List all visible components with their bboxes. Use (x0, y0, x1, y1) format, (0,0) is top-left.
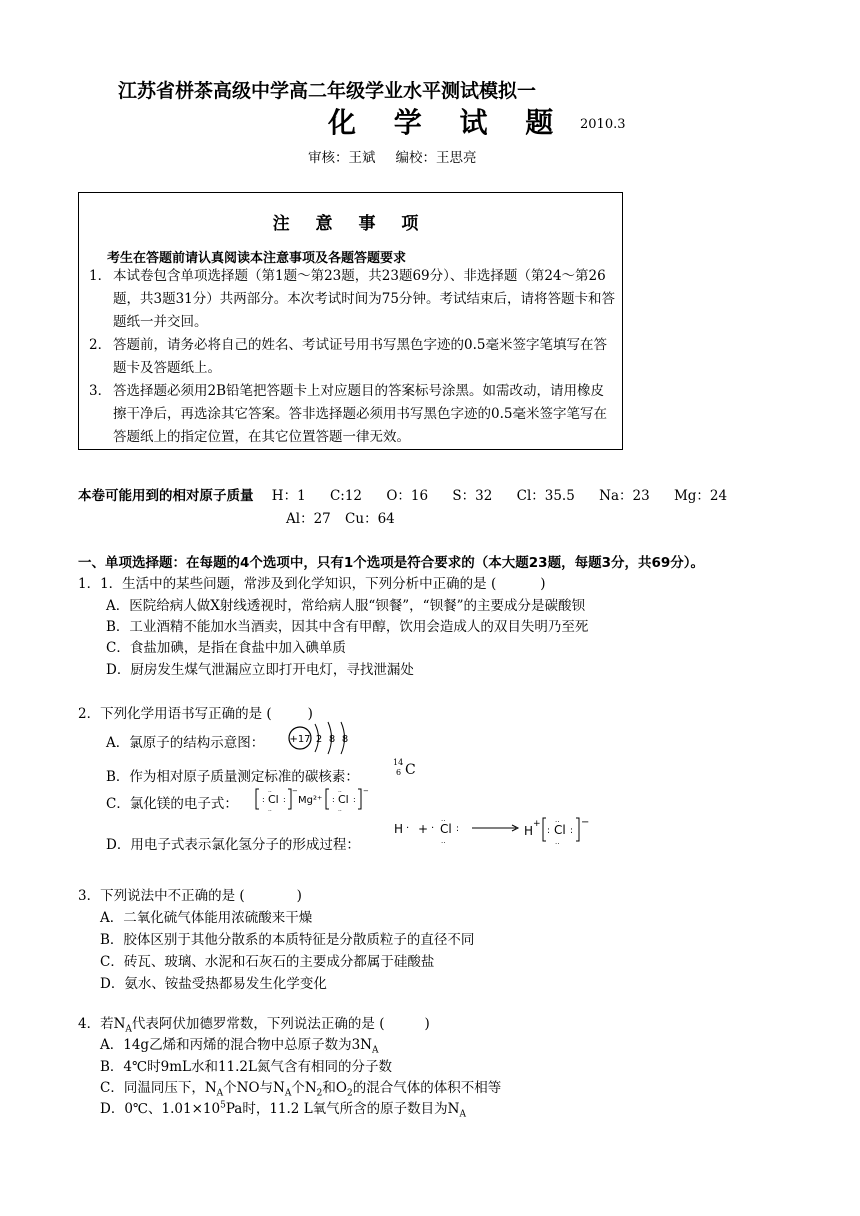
charge-minus: − (292, 787, 298, 795)
paren-close: ) (307, 706, 313, 722)
magnesium-ion: Mg²⁺ (298, 795, 323, 806)
notice-item-3 (89, 380, 617, 449)
subscript: A (284, 1088, 292, 1099)
magnesium-chloride-electron-formula (255, 785, 380, 813)
bracket (326, 789, 329, 809)
question-stem-text: 1．1．生活中的某些问题，常涉及到化学知识，下列分析中正确的是 ( (78, 576, 497, 592)
atomic-mass: O：16 (386, 488, 429, 504)
chlorine-atom-structure-diagram (286, 718, 354, 756)
charge-minus: − (581, 817, 590, 828)
question-1-option-b: B．工业酒精不能加水当酒卖，因其中含有甲醇，饮用会造成人的双目失明乃至死 (106, 619, 589, 635)
notice-item-2 (89, 334, 617, 380)
atomic-mass: C:12 (329, 488, 363, 504)
electron-dot: · (431, 823, 435, 834)
atomic-mass: Cl：35.5 (516, 488, 575, 504)
option-text: 和O (322, 1080, 347, 1096)
option-text: D．0℃、1.01×10 (100, 1101, 221, 1117)
bracket (288, 789, 291, 809)
question-4-option-d (100, 1097, 466, 1120)
option-text: 的混合气体的体积不相等 (352, 1080, 502, 1096)
subscript: A (459, 1109, 466, 1120)
atomic-masses-line-1 (78, 484, 747, 504)
paren-close: ) (296, 888, 302, 904)
subscript: 2 (346, 1088, 353, 1099)
question-4-option-b: B．4℃时9mL水和11.2L氮气含有相同的分子数 (100, 1059, 392, 1075)
plus-sign: + (418, 822, 429, 836)
atomic-mass: Al：27 (286, 511, 331, 527)
bracket (358, 789, 361, 809)
notice-subtitle: 考生在答题前请认真阅读本注意事项及各题答题要求 (107, 251, 407, 266)
question-3-option-d: D．氨水、铵盐受热都易发生化学变化 (100, 976, 327, 992)
atomic-mass: Mg：24 (673, 488, 728, 504)
question-3-option-a: A．二氧化硫气体能用浓硫酸来干燥 (100, 910, 313, 926)
notice-item-text: 答选择题必须用2B铅笔把答题卡上对应题目的答案标号涂黑。如需改动，请用橡皮擦干净后，再选涂其它答案。答非选择题必须用书写黑色字迹的0.5毫米签字笔写在答题纸上的指定位置，在其它位置答题一律无效。 (113, 383, 607, 445)
electron-pair: : (283, 795, 286, 804)
electron-pair: : (456, 824, 460, 834)
electron-pair: .. (268, 787, 272, 794)
electron-pair: : (353, 795, 356, 804)
electron-pair: .. (441, 815, 446, 823)
chlorine-symbol: Cl (338, 793, 349, 806)
isotope-mass-number: 14 (393, 758, 404, 767)
question-1-option-d: D．厨房发生煤气泄漏应立即打开电灯，寻找泄漏处 (106, 662, 414, 678)
paren-close: ) (424, 1016, 430, 1032)
shell-electron-count: 8 (341, 734, 349, 745)
question-2-option-d: D．用电子式表示氯化氢分子的形成过程： (106, 837, 360, 853)
question-stem-text: 3．下列说法中不正确的是 ( (78, 888, 245, 904)
question-4-option-c (100, 1076, 501, 1099)
atomic-mass: Cu：64 (345, 511, 395, 527)
option-text: C．同温同压下，N (100, 1080, 217, 1096)
electron-pair: : (262, 795, 265, 804)
nucleus-charge: +17 (289, 734, 311, 745)
chlorine-symbol: Cl (554, 823, 566, 837)
question-stem-text: 4．若N (78, 1016, 126, 1032)
subscript: 2 (316, 1088, 323, 1099)
electron-pair: .. (268, 806, 272, 813)
bracket (543, 818, 546, 841)
section-heading: 一、单项选择题：在每题的4个选项中，只有1个选项是符合要求的（本大题23题，每题3分，共69分）。 (78, 555, 705, 571)
bracket (576, 818, 579, 841)
subscript: A (371, 1045, 379, 1056)
notice-item-number: 1． (89, 268, 112, 284)
hydrogen-ion: H (524, 824, 534, 838)
notice-item-number: 2． (89, 337, 112, 353)
option-text: Pa时，11.2 L氧气所含的原子数目为N (225, 1101, 460, 1117)
question-stem-text: 代表阿伏加德罗常数，下列说法正确的是 ( (131, 1016, 385, 1032)
electron-pair: : (570, 826, 574, 836)
exam-date: 2010.3 (580, 117, 626, 132)
question-2-option-a: A．氯原子的结构示意图： (106, 735, 265, 751)
charge-plus: + (533, 819, 541, 829)
atomic-mass: S：32 (452, 488, 493, 504)
atomic-masses-line-2 (286, 507, 405, 527)
charge-minus: − (363, 787, 369, 795)
question-2-stem (78, 702, 313, 722)
reviewer-line (308, 146, 477, 166)
electron-pair: .. (441, 837, 446, 845)
notice-item-number: 3． (89, 383, 112, 399)
carbon-isotope-notation (393, 758, 423, 782)
question-2-option-b: B．作为相对原子质量测定标准的碳核素： (106, 769, 359, 785)
option-text: 个NO与N (223, 1080, 285, 1096)
question-4-option-a (100, 1033, 378, 1056)
electron-dot: · (406, 823, 410, 834)
chlorine-symbol: Cl (440, 822, 452, 836)
paren-close: ) (540, 576, 546, 592)
shell-electron-count: 8 (328, 734, 336, 745)
option-text: 个N (291, 1080, 317, 1096)
atomic-masses-label: 本卷可能用到的相对原子质量 (78, 488, 254, 504)
bracket (256, 789, 259, 809)
electron-pair: .. (555, 838, 560, 845)
atomic-mass: Na：23 (599, 488, 650, 504)
electron-pair: .. (338, 787, 342, 794)
exam-title: 化 学 试 题 (328, 106, 568, 139)
question-stem-text: 2．下列化学用语书写正确的是 ( (78, 706, 272, 722)
question-3-option-b: B．胶体区别于其他分散系的本质特征是分散质粒子的直径不同 (100, 932, 475, 948)
question-1-stem (78, 572, 546, 592)
isotope-atomic-number: 6 (396, 768, 402, 777)
subscript: A (216, 1088, 224, 1099)
editor: 编校：王思亮 (395, 150, 477, 166)
isotope-symbol: C (405, 762, 416, 778)
hcl-formation-electron-diagram (388, 813, 608, 845)
electron-pair: .. (338, 806, 342, 813)
superscript: 5 (220, 1100, 226, 1111)
electron-pair: : (547, 826, 551, 836)
question-2-option-c: C．氯化镁的电子式： (106, 796, 238, 812)
notice-item-1 (89, 265, 617, 334)
school-name: 江苏省栟茶高级中学高二年级学业水平测试模拟一 (118, 80, 537, 102)
notice-item-text: 本试卷包含单项选择题（第1题～第23题，共23题69分）、非选择题（第24～第26题，共3题31分）共两部分。本次考试时间为75分钟。考试结束后，请将答题卡和答题纸一并交回。 (113, 268, 615, 330)
notice-box (78, 192, 623, 450)
subscript: A (125, 1024, 132, 1035)
reviewer: 审核：王斌 (308, 150, 376, 166)
notice-title: 注 意 事 项 (272, 214, 429, 234)
electron-pair: : (332, 795, 335, 804)
notice-item-text: 答题前，请务必将自己的姓名、考试证号用书写黑色字迹的0.5毫米签字笔填写在答题卡及答题纸上。 (113, 337, 607, 376)
atomic-mass: H：1 (271, 488, 306, 504)
question-1-option-a: A．医院给病人做X射线透视时，常给病人服“钡餐”，“钡餐”的主要成分是碳酸钡 (106, 598, 585, 614)
chlorine-symbol: Cl (268, 793, 279, 806)
electron-pair: .. (555, 816, 560, 824)
shell-electron-count: 2 (315, 734, 323, 745)
question-4-stem (78, 1012, 430, 1035)
question-3-option-c: C．砖瓦、玻璃、水泥和石灰石的主要成分都属于硅酸盐 (100, 954, 435, 970)
option-text: A．14g乙烯和丙烯的混合物中总原子数为3N (100, 1037, 372, 1053)
question-1-option-c: C．食盐加碘，是指在食盐中加入碘单质 (106, 640, 346, 656)
hydrogen-symbol: H (394, 822, 404, 836)
question-3-stem (78, 884, 302, 904)
